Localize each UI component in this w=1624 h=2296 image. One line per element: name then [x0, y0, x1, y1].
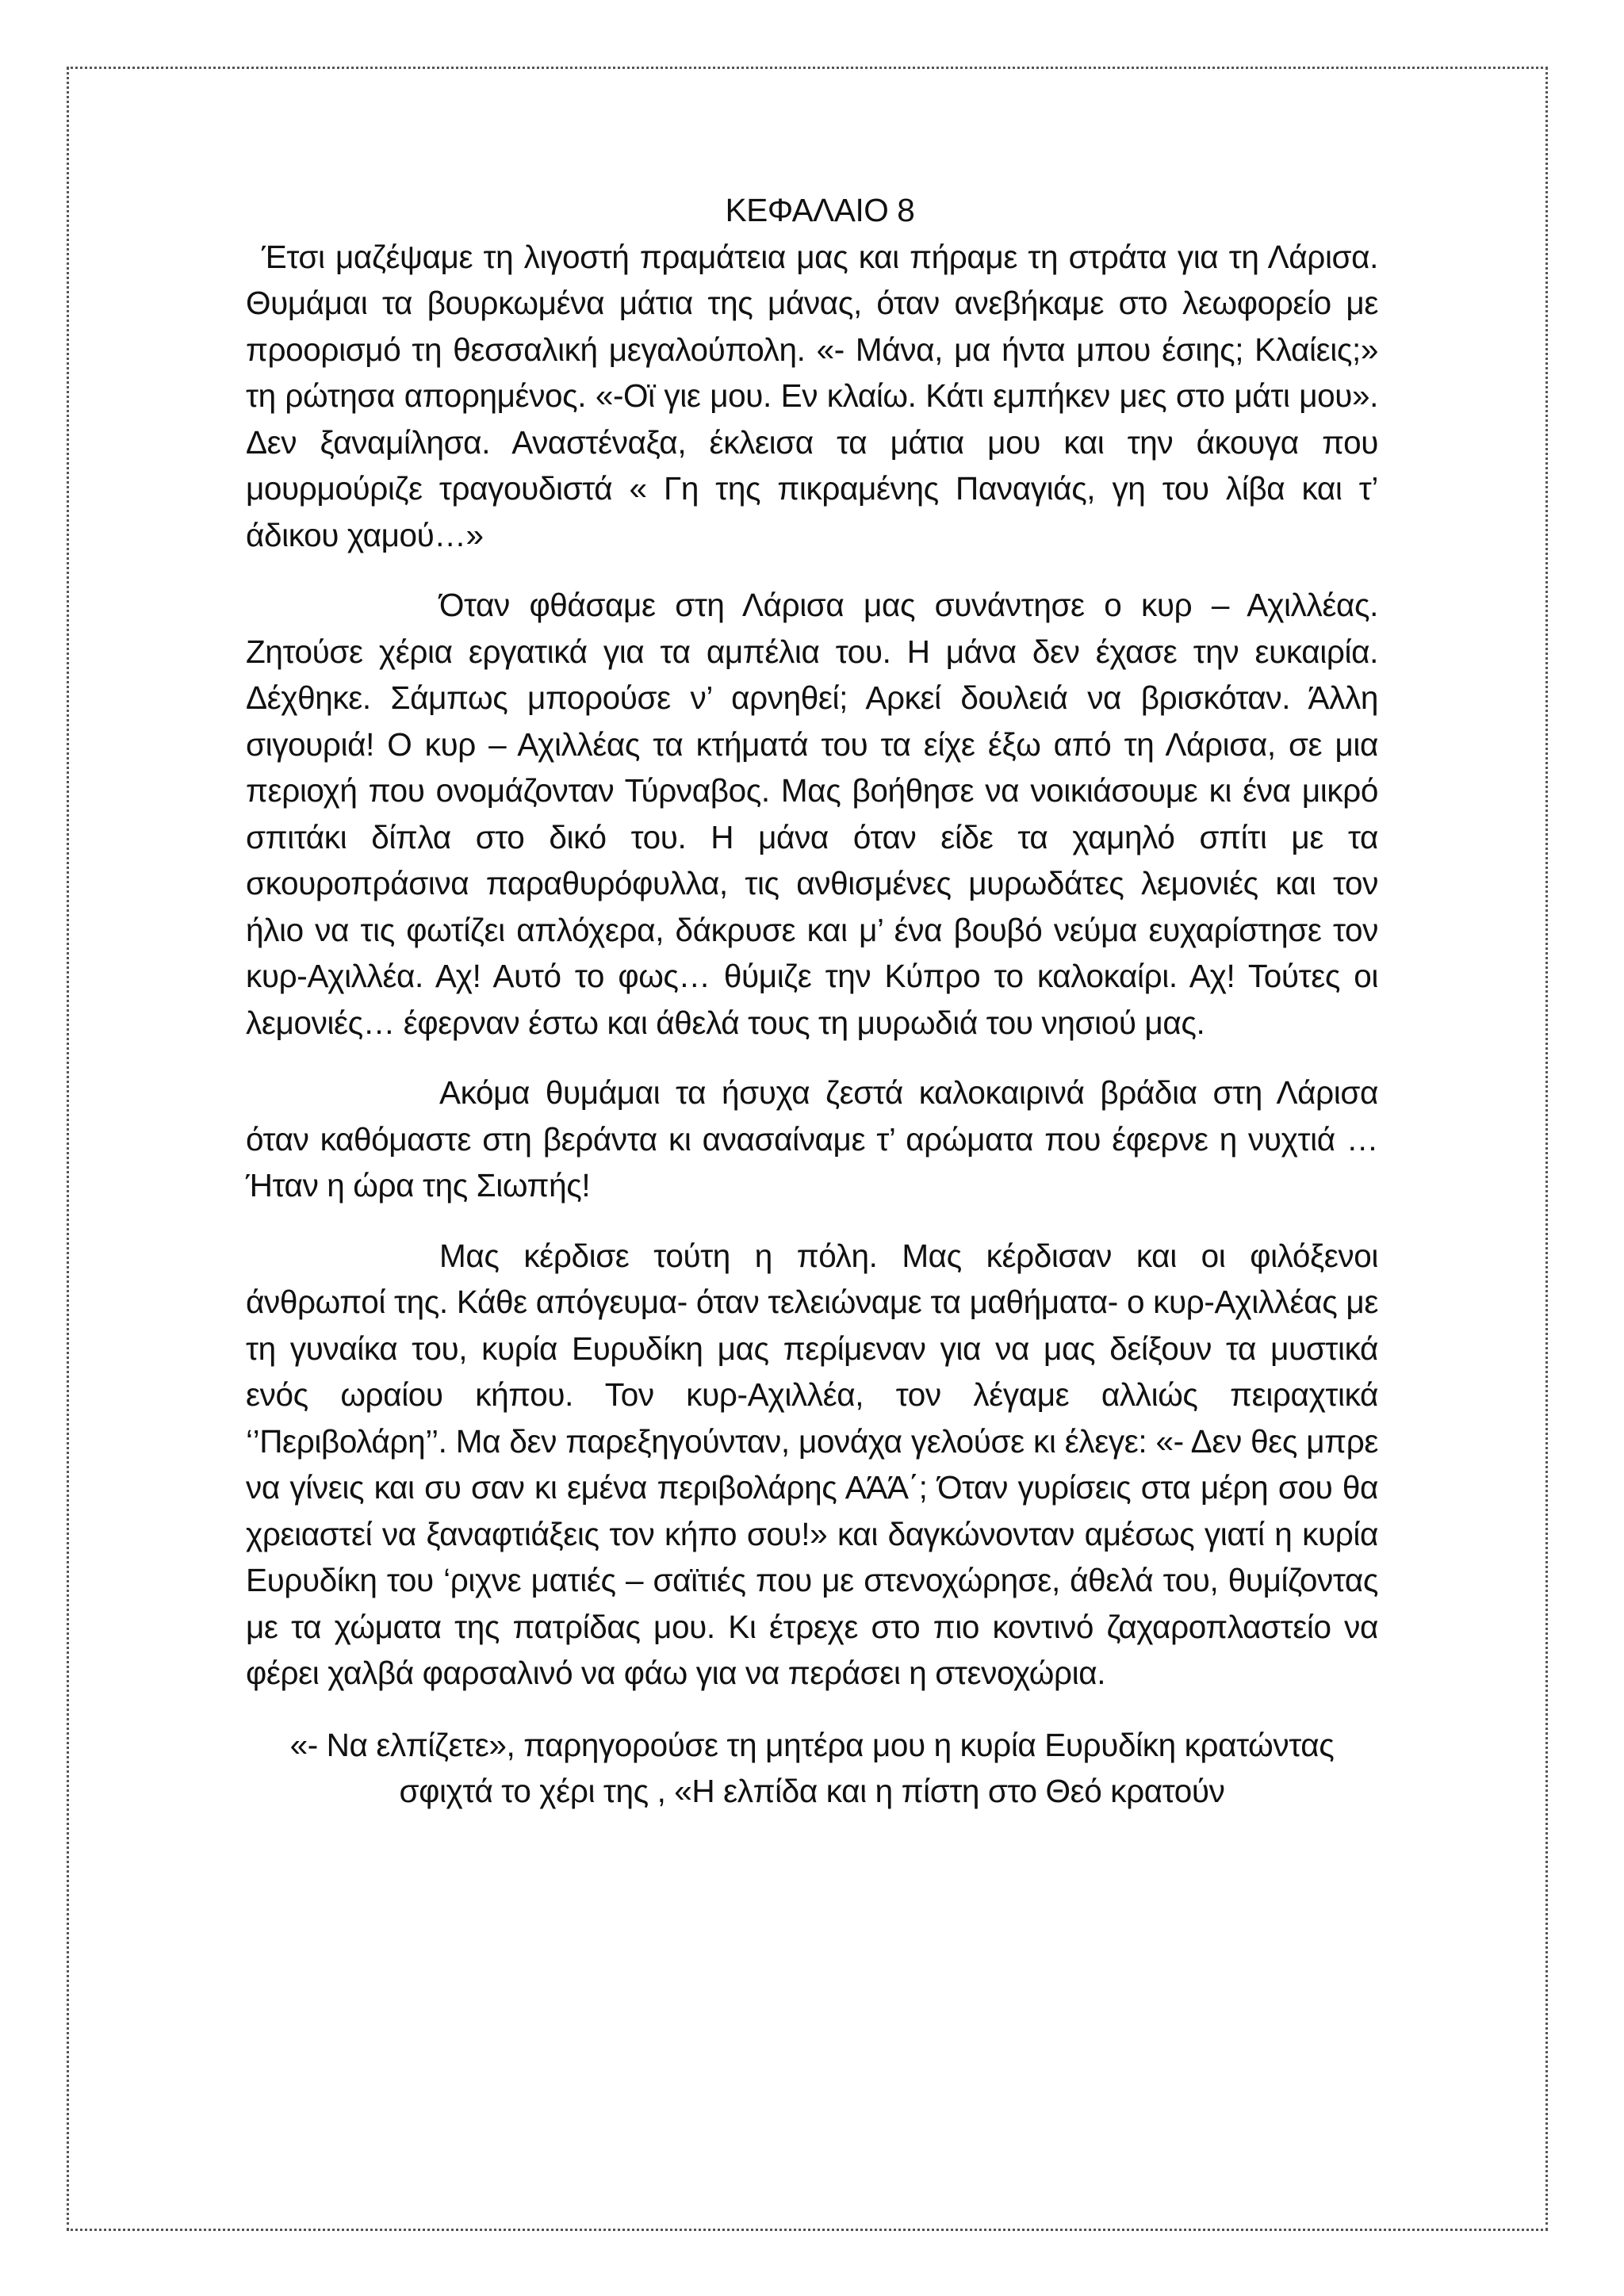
- paragraph-1: Έτσι μαζέψαμε τη λιγοστή πραμάτεια μας και πήραμε τη στράτα για τη Λάρισα. Θυμάμαι τα βουρκωμένα μάτια της μάνας, όταν ανεβήκαμε στο λεωφορείο με προορισμό τη θεσσαλική μεγαλούπολη. «- Μάνα, μα ήντα μπου έσιης; Κλαίεις;» τη ρώτησα απορημένος. «-Οϊ γιε μου. Εν κλαίω. Κάτι εμπήκεν μες στο μάτι μου». Δεν ξαναμίλησα. Αναστέναξα, έκλεισα τα μάτια μου και την άκουγα που μουρμούριζε τραγουδιστά « Γη της πικραμένης Παναγιάς, γη του λίβα και τ’ άδικου χαμού…»: [246, 238, 1378, 553]
- page-content: [246, 187, 1378, 1815]
- paragraph-2: Όταν φθάσαμε στη Λάρισα μας συνάντησε ο κυρ – Αχιλλέας. Ζητούσε χέρια εργατικά για τα αμπέλια του. Η μάνα δεν έχασε την ευκαιρία. Δέχθηκε. Σάμπως μπορούσε ν’ αρνηθεί; Αρκεί δουλειά να βρισκόταν. Άλλη σιγουριά! Ο κυρ – Αχιλλέας τα κτήματά του τα είχε έξω από τη Λάρισα, σε μια περιοχή που ονομάζονταν Τύρναβος. Μας βοήθησε να νοικιάσουμε κι ένα μικρό σπιτάκι δίπλα στο δικό του. Η μάνα όταν είδε τα χαμηλό σπίτι με τα σκουροπράσινα παραθυρόφυλλα, τις ανθισμένες μυρωδάτες λεμονιές και τον ήλιο να τις φωτίζει απλόχερα, δάκρυσε και μ’ ένα βουβό νεύμα ευχαρίστησε τον κυρ-Αχιλλέα. Αχ! Αυτό το φως… θύμιζε την Κύπρο το καλοκαίρι. Αχ! Τούτες οι λεμονιές… έφερναν έστω και άθελά τους τη μυρωδιά του νησιού μας.: [246, 587, 1378, 1041]
- paragraph-3: Ακόμα θυμάμαι τα ήσυχα ζεστά καλοκαιρινά βράδια στη Λάρισα όταν καθόμαστε στη βεράντα κι ανασαίναμε τ’ αρώματα που έφερνε η νυχτιά … Ήταν η ώρα της Σιωπής!: [246, 1074, 1378, 1203]
- paragraph-4: Μας κέρδισε τούτη η πόλη. Μας κέρδισαν και οι φιλόξενοι άνθρωποί της. Κάθε απόγευμα- όταν τελειώναμε τα μαθήματα- ο κυρ-Αχιλλέας με τη γυναίκα του, κυρία Ευρυδίκη μας περίμεναν για να μας δείξουν τα μυστικά ενός ωραίου κήπου. Τον κυρ-Αχιλλέα, τον λέγαμε αλλιώς πειραχτικά ‘’Περιβολάρη’’. Μα δεν παρεξηγούνταν, μονάχα γελούσε κι έλεγε: «- Δεν θες μπρε να γίνεις και συ σαν κι εμένα περιβολάρης ΑΆΆ΄; Όταν γυρίσεις στα μέρη σου θα χρειαστεί να ξαναφτιάξεις τον κήπο σου!» και δαγκώνονταν αμέσως γιατί η κυρία Ευρυδίκη του ‘ριχνε ματιές – σαϊτιές που με στενοχώρησε, άθελά του, θυμίζοντας με τα χώματα της πατρίδας μου. Κι έτρεχε στο πιο κοντινό ζαχαροπλαστείο να φέρει χαλβά φαρσαλινό να φάω για να περάσει η στενοχώρια.: [246, 1237, 1378, 1691]
- paragraph-5: «- Να ελπίζετε», παρηγορούσε τη μητέρα μου η κυρία Ευρυδίκη κρατώντας σφιχτά το χέρι της , «Η ελπίδα και η πίστη στο Θεό κρατούν: [289, 1726, 1335, 1809]
- chapter-title: ΚΕΦΑΛΑΙΟ 8: [725, 192, 915, 228]
